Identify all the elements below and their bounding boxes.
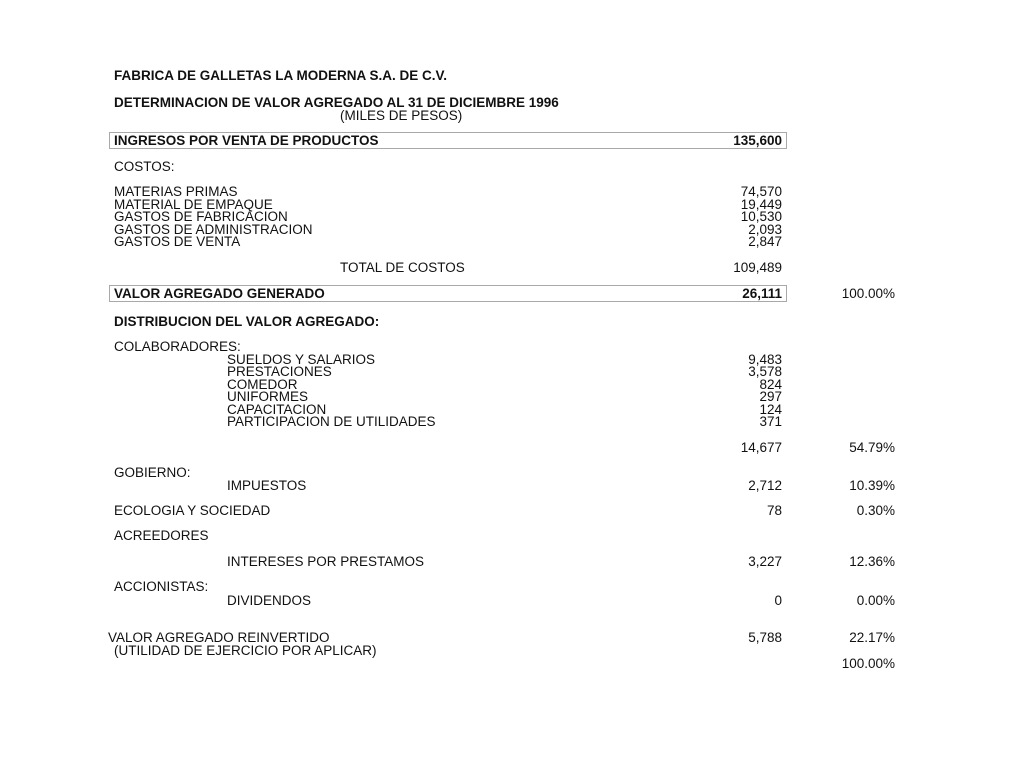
gobierno-heading: GOBIERNO:	[114, 465, 191, 480]
costo-value: 2,847	[748, 234, 782, 249]
colaborador-item-value: 124	[759, 402, 782, 417]
colaborador-item-label: UNIFORMES	[227, 389, 308, 404]
costo-value: 10,530	[740, 209, 782, 224]
ecologia-value: 78	[766, 503, 782, 518]
costo-label: MATERIAS PRIMAS	[114, 184, 238, 199]
costo-label: GASTOS DE VENTA	[114, 234, 241, 249]
colaborador-item-label: CAPACITACION	[227, 402, 327, 417]
reinvertido-label: VALOR AGREGADO REINVERTIDO	[108, 630, 330, 645]
reinvertido-sublabel: (UTILIDAD DE EJERCICIO POR APLICAR)	[114, 643, 377, 658]
colaborador-item-value: 297	[759, 389, 782, 404]
colaborador-item-label: PARTICIPACION DE UTILIDADES	[227, 414, 436, 429]
company-name: FABRICA DE GALLETAS LA MODERNA S.A. DE C.V.	[114, 68, 448, 83]
dividendos-label: DIVIDENDOS	[227, 593, 312, 608]
valor-agregado-value: 26,111	[742, 286, 782, 301]
costos-heading: COSTOS:	[114, 159, 175, 174]
ingresos-value: 135,600	[733, 133, 782, 148]
reinvertido-value: 5,788	[748, 630, 782, 645]
total-costos-value: 109,489	[733, 260, 782, 275]
colaborador-item-label: SUELDOS Y SALARIOS	[227, 352, 376, 367]
colaboradores-pct: 54.79%	[849, 440, 895, 455]
costo-label: GASTOS DE FABRICACION	[114, 209, 288, 224]
colaboradores-heading: COLABORADORES:	[114, 339, 241, 354]
report-title: DETERMINACION DE VALOR AGREGADO AL 31 DE DICIEMBRE 1996	[114, 95, 559, 110]
impuestos-pct: 10.39%	[849, 478, 895, 493]
costo-label: GASTOS DE ADMINISTRACION	[114, 222, 313, 237]
colaborador-item-label: PRESTACIONES	[227, 364, 332, 379]
intereses-value: 3,227	[748, 554, 782, 569]
colaborador-item-value: 371	[759, 414, 782, 429]
dividendos-value: 0	[774, 593, 782, 608]
reinvertido-pct: 22.17%	[849, 630, 895, 645]
ecologia-label: ECOLOGIA Y SOCIEDAD	[114, 503, 271, 518]
impuestos-value: 2,712	[748, 478, 782, 493]
acreedores-heading: ACREEDORES	[114, 528, 209, 543]
report-units: (MILES DE PESOS)	[340, 108, 463, 123]
colaborador-item-label: COMEDOR	[227, 377, 298, 392]
colaboradores-subtotal: 14,677	[740, 440, 782, 455]
accionistas-heading: ACCIONISTAS:	[114, 579, 209, 594]
costo-value: 2,093	[748, 222, 782, 237]
intereses-pct: 12.36%	[849, 554, 895, 569]
costo-label: MATERIAL DE EMPAQUE	[114, 197, 273, 212]
valor-agregado-pct: 100.00%	[841, 286, 895, 301]
intereses-label: INTERESES POR PRESTAMOS	[227, 554, 425, 569]
valor-agregado-label: VALOR AGREGADO GENERADO	[114, 286, 325, 301]
distribucion-total-pct: 100.00%	[841, 656, 895, 671]
ecologia-pct: 0.30%	[856, 503, 895, 518]
colaborador-item-value: 824	[759, 377, 782, 392]
dividendos-pct: 0.00%	[856, 593, 895, 608]
costo-value: 19,449	[740, 197, 782, 212]
colaborador-item-value: 9,483	[748, 352, 782, 367]
distribucion-heading: DISTRIBUCION DEL VALOR AGREGADO:	[114, 314, 380, 329]
ingresos-label: INGRESOS POR VENTA DE PRODUCTOS	[114, 133, 379, 148]
impuestos-label: IMPUESTOS	[227, 478, 307, 493]
colaborador-item-value: 3,578	[748, 364, 782, 379]
costo-value: 74,570	[740, 184, 782, 199]
total-costos-label: TOTAL DE COSTOS	[340, 260, 465, 275]
